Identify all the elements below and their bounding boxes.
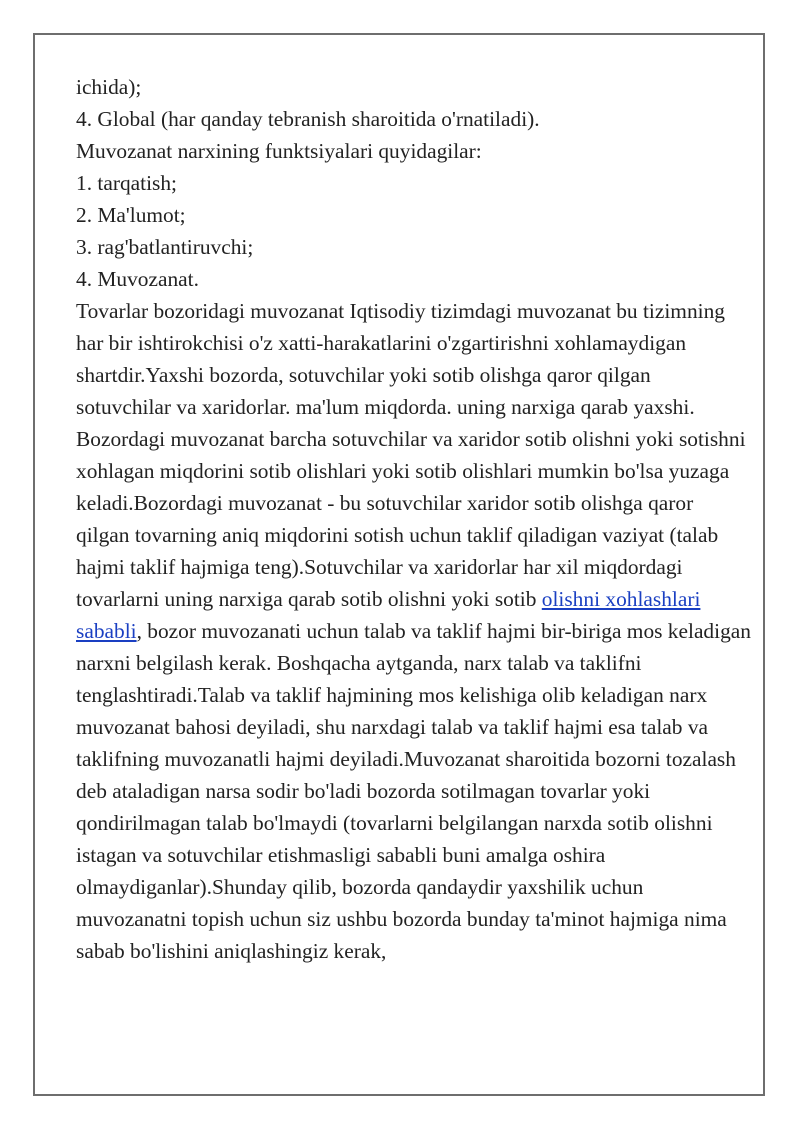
list-item: 4. Muvozanat. <box>76 267 199 291</box>
text-line: Muvozanat narxining funktsiyalari quyidagilar: <box>76 139 482 163</box>
paragraph-text-before-link: Tovarlar bozoridagi muvozanat Iqtisodiy tizimdagi muvozanat bu tizimning har bir ishtirokchisi o'z xatti-harakatlarini o'zgartirishni xohlamaydigan shartdir.Yaxshi bozorda, sotuvchilar yoki sotib olishga qaror qilgan sotuvchilar va xaridorlar. ma'lum miqdorda. uning narxiga qarab yaxshi. Bozordagi muvozanat barcha sotuvchilar va xaridor sotib olishni yoki sotishni xohlagan miqdorini sotib olishlari yoki sotib olishlari mumkin bo'lsa yuzaga keladi.Bozordagi muvozanat - bu sotuvchilar xaridor sotib olishga qaror qilgan tovarning aniq miqdorini sotish uchun taklif qiladigan vaziyat (talab hajmi taklif hajmiga teng).Sotuvchilar va xaridorlar har xil miqdordagi tovarlarni uning narxiga qarab sotib olishni yoki sotib <box>76 299 746 611</box>
list-item: 1. tarqatish; <box>76 171 177 195</box>
list-item: 3. rag'batlantiruvchi; <box>76 235 254 259</box>
text-line: 4. Global (har qanday tebranish sharoitida o'rnatiladi). <box>76 107 540 131</box>
inline-link[interactable]: olishni xohlashlari sababli <box>76 587 701 643</box>
main-paragraph <box>76 295 751 967</box>
list-item: 2. Ma'lumot; <box>76 203 186 227</box>
paragraph-text-after-link: , bozor muvozanati uchun talab va taklif hajmi bir-biriga mos keladigan narxni belgilash kerak. Boshqacha aytganda, narx talab va taklifni tenglashtiradi.Talab va taklif hajmining mos kelishiga olib keladigan narx muvozanat bahosi deyiladi, shu narxdagi talab va taklif hajmi esa talab va taklifning muvozanatli hajmi deyiladi.Muvozanat sharoitida bozorni tozalash deb ataladigan narsa sodir bo'ladi bozorda sotilmagan tovarlar yoki qondirilmagan talab bo'lmaydi (tovarlarni belgilangan narxda sotib olishni istagan va sotuvchilar etishmasligi sababli buni amalga oshira olmaydiganlar).Shunday qilib, bozorda qandaydir yaxshilik uchun muvozanatni topish uchun siz ushbu bozorda bunday ta'minot hajmiga nima sabab bo'lishini aniqlashingiz kerak, <box>76 619 751 963</box>
document-body <box>76 71 751 967</box>
text-line: ichida); <box>76 75 142 99</box>
